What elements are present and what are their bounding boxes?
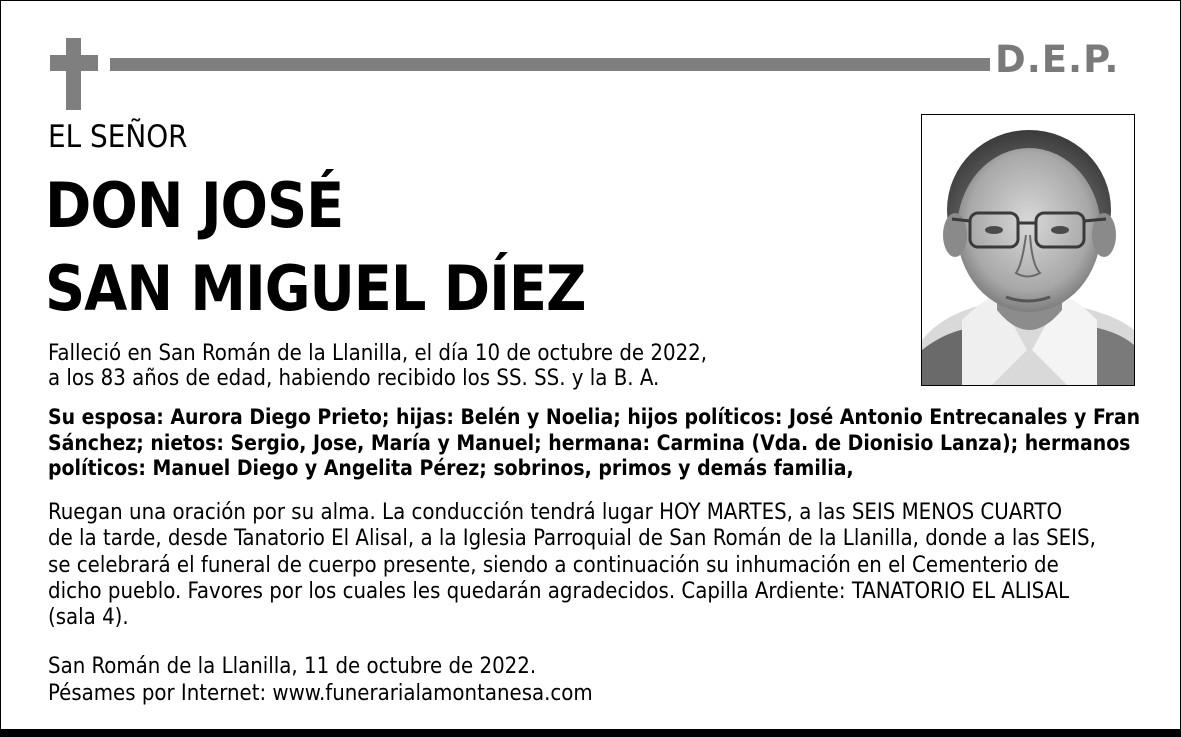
family-line: Su esposa: Aurora Diego Prieto; hijas: Belén y Noelia; hijos políticos: José Antonio Entrecanales y Fran bbox=[48, 405, 1141, 429]
ceremony-line: se celebrará el funeral de cuerpo presente, siendo a continuación su inhumación en el Cementerio de bbox=[48, 552, 1059, 578]
ceremony-line: (sala 4). bbox=[48, 605, 129, 631]
condolences-line: Pésames por Internet: www.funerarialamontanesa.com bbox=[48, 681, 593, 706]
ceremony-line: de la tarde, desde Tanatorio El Alisal, a la Iglesia Parroquial de San Román de la Llanilla, donde a las SEIS, bbox=[48, 526, 1096, 552]
deceased-photo bbox=[921, 114, 1135, 386]
family-paragraph bbox=[48, 405, 1148, 482]
family-line: políticos: Manuel Diego y Angelita Pérez; sobrinos, primos y demás familia, bbox=[48, 456, 854, 480]
place-date: San Román de la Llanilla, 11 de octubre de 2022. bbox=[48, 654, 537, 679]
cross-icon-bar bbox=[50, 55, 98, 71]
bottom-border bbox=[1, 729, 1180, 736]
header-rule bbox=[110, 58, 990, 71]
family-line: Sánchez; nietos: Sergio, Jose, María y Manuel; hermana: Carmina (Vda. de Dionisio Lanza); hermanos bbox=[48, 430, 1131, 455]
ceremony-line: dicho pueblo. Favores por los cuales les quedarán agradecidos. Capilla Ardiente: TANATORIO EL ALISAL bbox=[48, 578, 1070, 604]
death-line: Falleció en San Román de la Llanilla, el día 10 de octubre de 2022, bbox=[48, 341, 708, 366]
death-line: a los 83 años de edad, habiendo recibido los SS. SS. y la B. A. bbox=[48, 366, 660, 391]
deceased-name-line2: SAN MIGUEL DÍEZ bbox=[45, 252, 586, 325]
ceremony-paragraph bbox=[48, 500, 1158, 631]
deceased-name-line1: DON JOSÉ bbox=[45, 169, 344, 242]
death-paragraph bbox=[48, 341, 908, 391]
dep-label: D.E.P. bbox=[995, 38, 1120, 81]
portrait-illustration bbox=[922, 115, 1134, 385]
ceremony-line: Ruegan una oración por su alma. La conducción tendrá lugar HOY MARTES, a las SEIS MENOS CUARTO bbox=[48, 500, 1063, 525]
cross-icon bbox=[66, 38, 81, 110]
honorific: EL SEÑOR bbox=[48, 119, 188, 155]
